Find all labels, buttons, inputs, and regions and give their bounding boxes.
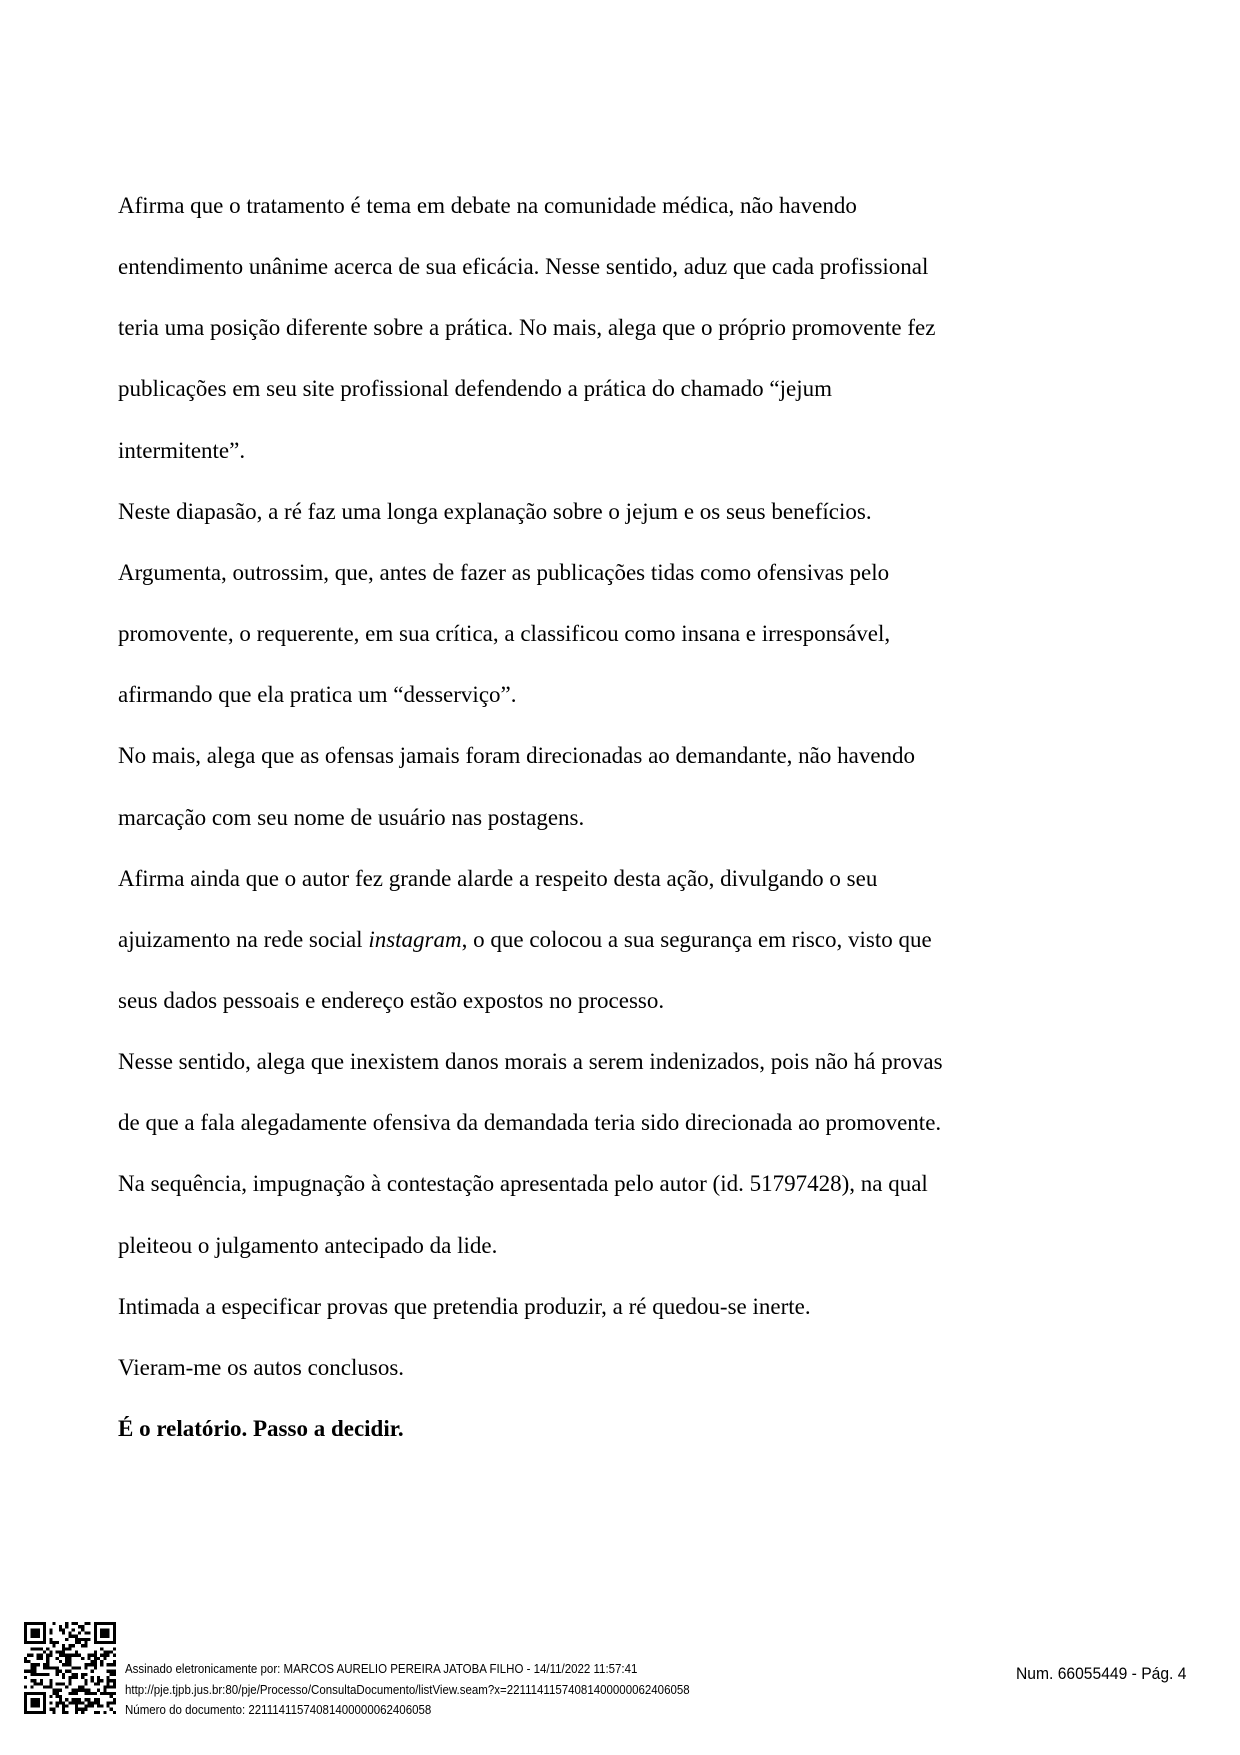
paragraph-line: de que a fala alegadamente ofensiva da demandada teria sido direcionada ao promovente. — [118, 1110, 942, 1136]
conclusion-line: É o relatório. Passo a decidir. — [118, 1416, 404, 1441]
paragraph-line — [118, 926, 932, 954]
paragraph-line: promovente, o requerente, em sua crítica, a classificou como insana e irresponsável, — [118, 621, 891, 647]
paragraph-line: Na sequência, impugnação à contestação apresentada pelo autor (id. 51797428), na qual — [118, 1171, 928, 1197]
text-segment: ajuizamento na rede social — [118, 926, 369, 952]
document-url[interactable]: http://pje.tjpb.jus.br:80/pje/Processo/ConsultaDocumento/listView.seam?x=22111411574081400000062406058 — [125, 1683, 690, 1697]
paragraph-line: Intimada a especificar provas que pretendia produzir, a ré quedou-se inerte. — [118, 1293, 811, 1319]
paragraph-line: publicações em seu site profissional defendendo a prática do chamado “jejum — [118, 376, 833, 402]
page-reference: Num. 66055449 - Pág. 4 — [1016, 1664, 1187, 1683]
paragraph-line: Nesse sentido, alega que inexistem danos morais a serem indenizados, pois não há provas — [118, 1049, 943, 1075]
paragraph-line: Afirma ainda que o autor fez grande alarde a respeito desta ação, divulgando o seu — [118, 865, 878, 891]
paragraph-line: marcação com seu nome de usuário nas postagens. — [118, 804, 585, 830]
paragraph-line: Afirma que o tratamento é tema em debate na comunidade médica, não havendo — [118, 193, 857, 218]
paragraph-line: Vieram-me os autos conclusos. — [118, 1354, 405, 1380]
paragraph-line: teria uma posição diferente sobre a prática. No mais, alega que o próprio promovente fez — [118, 315, 936, 341]
paragraph-line: seus dados pessoais e endereço estão expostos no processo. — [118, 987, 665, 1013]
paragraph-line: No mais, alega que as ofensas jamais foram direcionadas ao demandante, não havendo — [118, 743, 916, 769]
italic-term: instagram — [368, 926, 462, 952]
text-segment: , o que colocou a sua segurança em risco, visto que — [461, 926, 932, 952]
paragraph-line: Argumenta, outrossim, que, antes de fazer as publicações tidas como ofensivas pelo — [118, 559, 890, 585]
signature-line: Assinado eletronicamente por: MARCOS AURELIO PEREIRA JATOBA FILHO - 14/11/2022 11:57:41 — [125, 1662, 638, 1676]
paragraph-line: pleiteou o julgamento antecipado da lide. — [118, 1232, 498, 1258]
paragraph-line: intermitente”. — [118, 437, 246, 463]
paragraph-line: Neste diapasão, a ré faz uma longa explanação sobre o jejum e os seus benefícios. — [118, 498, 872, 524]
paragraph-line: afirmando que ela pratica um “desserviço”. — [118, 682, 517, 708]
document-number: Número do documento: 22111411574081400000062406058 — [125, 1703, 432, 1717]
qr-code-icon — [24, 1622, 116, 1714]
paragraph-line: entendimento unânime acerca de sua eficácia. Nesse sentido, aduz que cada profissional — [118, 254, 929, 280]
